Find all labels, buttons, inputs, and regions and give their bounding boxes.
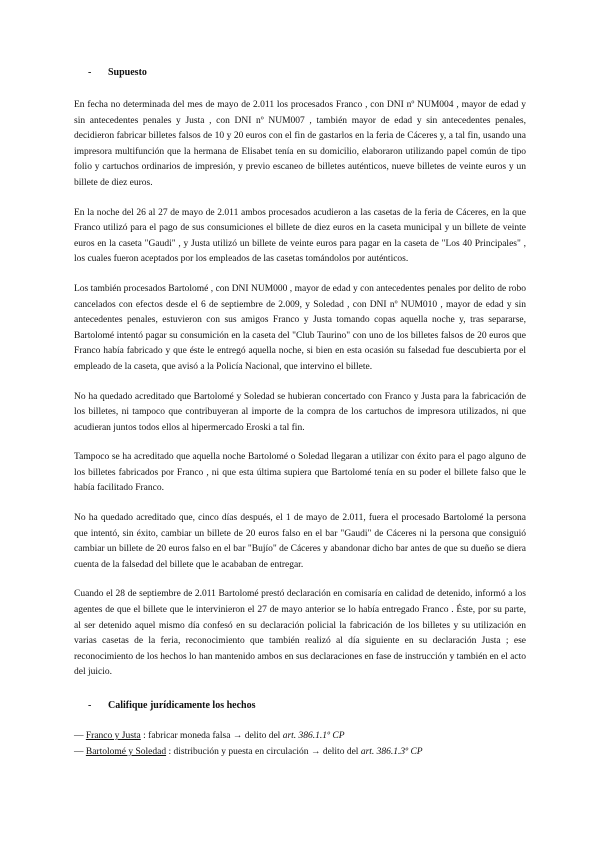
answer-separator: : [166,746,174,757]
arrow-icon: → [230,731,245,741]
answer-subjects: Bartolomé y Soledad [85,746,167,757]
paragraph-7: Cuando el 28 de septiembre de 2.011 Bartolomé prestó declaración en comisaría en calidad de detenido, informó a los agentes de que el billete que le intervinieron el 27 de mayo anterior se lo había entregado Franco . Éste, por su parte, al ser detenido aquel mismo día confesó en su declaración policial la fabricación de los billetes y su utilización en varias casetas de la feria, reconocimiento que también realizó al día siguiente en su declaración Justa ; ese reconocimiento de los hechos lo han mantenido ambos en sus declaraciones en fase de instrucción y también en el acto del juicio. [74,589,526,678]
paragraph-6: No ha quedado acreditado que, cinco días después, el 1 de mayo de 2.011, fuera el procesado Bartolomé la persona que intentó, sin éxito, cambiar un billete de 20 euros falso en el bar "Gaudi" de Cáceres ni la persona que consiguió cambiar un billete de 20 euros falso en el bar "Bujío" de Cáceres y abandonar dicho bar antes de que su dueño se diera cuenta de la falsedad del billete que le acababan de entregar. [74,513,526,570]
section-heading-califique [88,699,526,713]
answer-separator: : [140,731,149,741]
document-body [74,66,526,760]
paragraph-3: Los también procesados Bartolomé , con DNI NUM000 , mayor de edad y con antecedentes penales por delito de robo cancelados con efectos desde el 6 de septiembre de 2.009, y Soledad , con DNI nº NUM010 , mayor de edad y sin antecedentes penales, estuvieron con sus amigos Franco y Justa tomando copas aquella noche y, tras separarse, Bartolomé intentó pagar su consumición en la caseta del "Club Taurino" con uno de los billetes falsos de 20 euros que Franco había fabricado y que éste le entregó aquella noche, si bien en esta ocasión su falsedad fue descubierta por el empleado de la caseta, que avisó a la Policía Nacional, que intervino el billete. [74,283,526,372]
answer-subjects: Franco y Justa [85,731,141,741]
arrow-icon: → [308,746,323,757]
answer-delito: delito del [322,746,361,757]
heading-title: Califique jurídicamente los hechos [108,700,256,711]
answer-dash: — [74,731,84,741]
answer-action: fabricar moneda falsa [148,731,231,741]
answer-article: art. 386.1.1º CP [282,731,345,741]
section-heading-supuesto [88,66,526,80]
paragraph-2: En la noche del 26 al 27 de mayo de 2.011 ambos procesados acudieron a las casetas de la feria de Cáceres, en la que Franco utilizó para el pago de sus consumiciones el billete de diez euros en la caseta municipal y un billete de veinte euros en la caseta "Gaudi" , y Justa utilizó un billete de veinte euros para pagar en la caseta de "Los 40 Principales" , los cuales fueron aceptados por los empleados de las casetas tomándolos por auténticos. [74,207,526,265]
answer-dash: — [74,746,84,757]
paragraph-5: Tampoco se ha acreditado que aquella noche Bartolomé o Soledad llegaran a utilizar con éxito para el pago alguno de los billetes fabricados por Franco , ni que esta última supiera que Bartolomé tenía en su poder el billete falso que le había facilitado Franco. [74,452,526,494]
answer-line-2 [74,745,526,761]
answer-action: distribución y puesta en circulación [173,746,309,757]
heading-bullet: - [88,700,92,711]
answer-article: art. 386.1.3º CP [360,746,423,757]
answer-delito: delito del [244,731,283,741]
paragraph-4: No ha quedado acreditado que Bartolomé y Soledad se hubieran concertado con Franco y Justa para la fabricación de los billetes, ni tampoco que contribuyeran al importe de la compra de los cartuchos de impresora utilizados, ni que acudieran juntos todos ellos al hipermercado Eroski a tal fin. [74,391,526,433]
heading-title: Supuesto [108,67,147,78]
answer-line-1 [74,729,526,745]
paragraph-1: En fecha no determinada del mes de mayo de 2.011 los procesados Franco , con DNI nº NUM004 , mayor de edad y sin antecedentes penales y Justa , con DNI nº NUM007 , también mayor de edad y sin antecedentes penales, decidieron fabricar billetes falsos de 10 y 20 euros con el fin de gastarlos en la feria de Cáceres y, a tal fin, usando una impresora multifunción que la hermana de Elisabet tenía en su domicilio, elaboraron utilizando papel común de tipo folio y cartuchos ordinarios de impresión, y previo escaneo de billetes auténticos, nueve billetes de veinte euros y un billete de diez euros. [74,100,526,188]
heading-bullet: - [88,67,92,78]
